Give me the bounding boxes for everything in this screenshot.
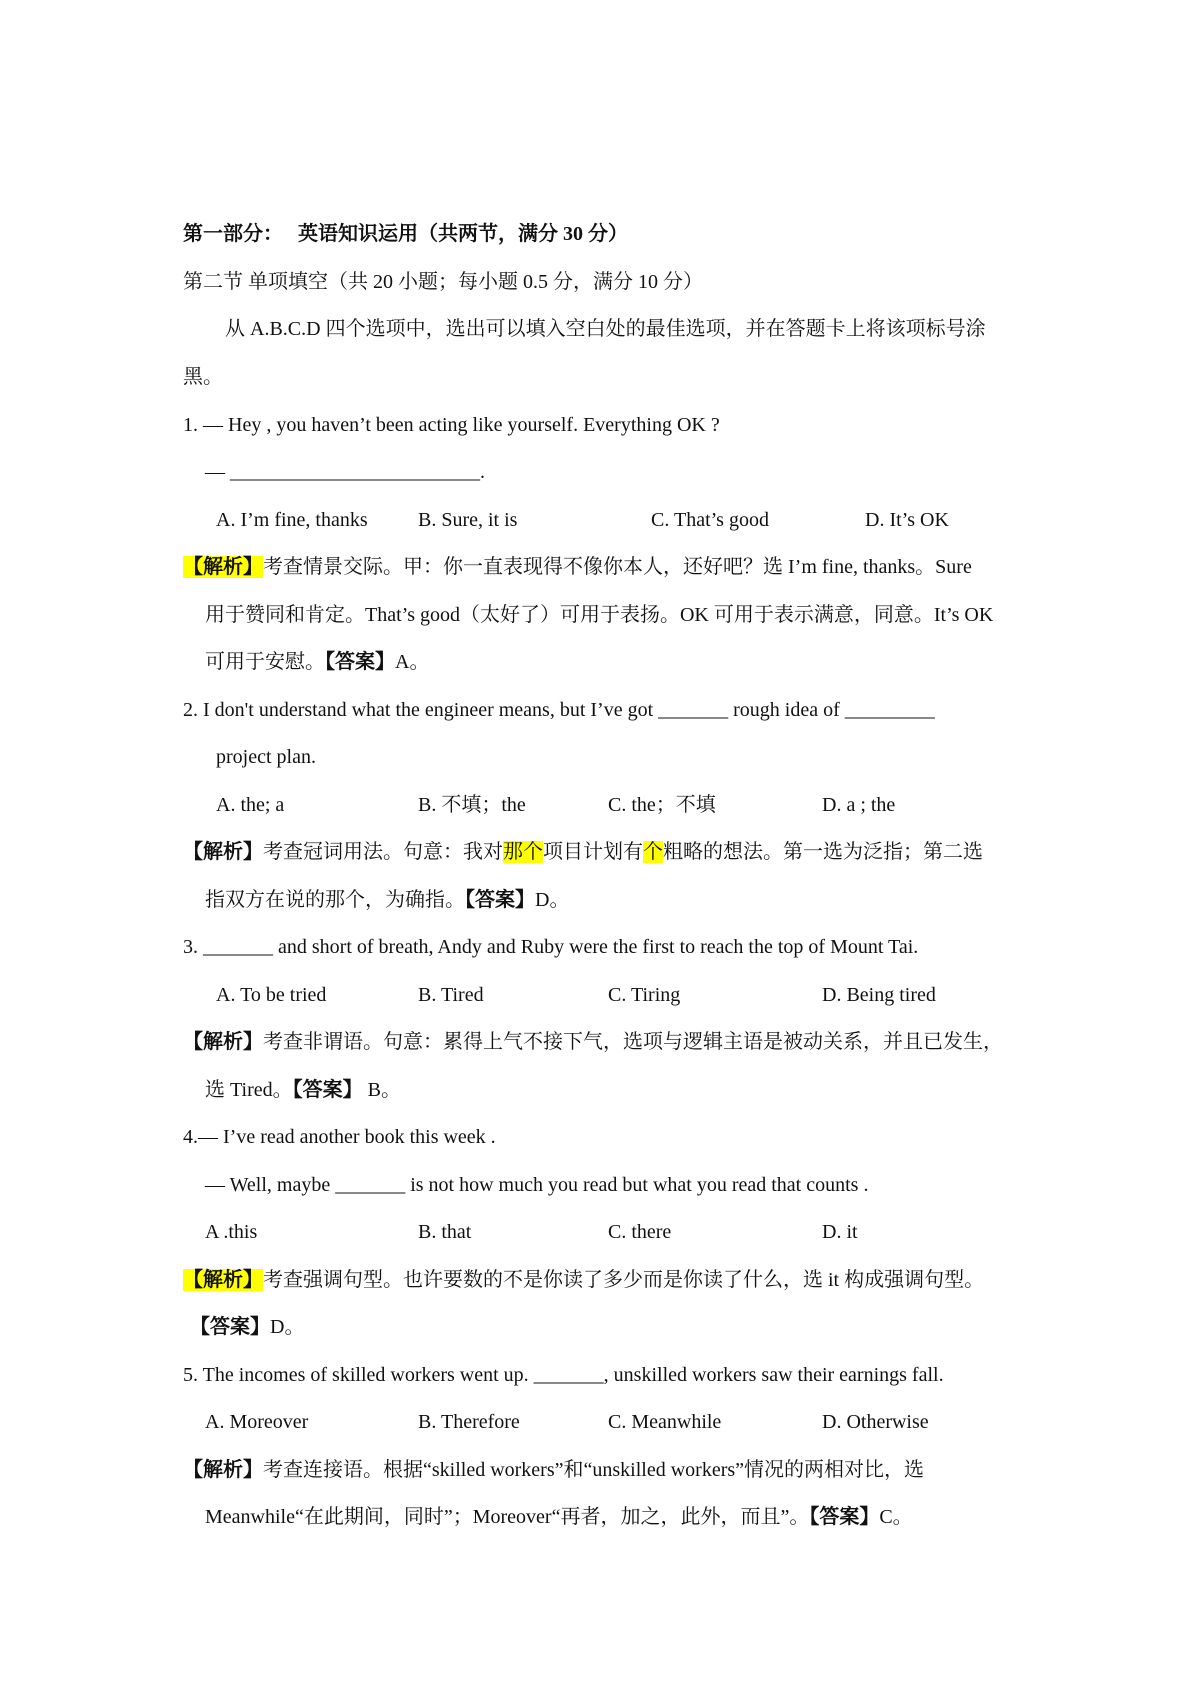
- analysis-tag: 【解析】: [183, 1269, 263, 1291]
- answer-tag: 【答案】: [809, 1506, 880, 1528]
- part-number: 第一部分：: [183, 223, 283, 245]
- q1-analysis-line-1: [183, 553, 972, 581]
- q3-answer: B。: [362, 1079, 401, 1101]
- part-title: 英语知识运用（共两节，满分 30 分）: [298, 223, 628, 245]
- q1-reply: — _________________________.: [205, 461, 485, 483]
- q3-analysis-text-2: 选 Tired。: [205, 1079, 293, 1101]
- q4-analysis-line-1: [183, 1266, 984, 1294]
- q1-stem: 1. — Hey , you haven’t been acting like yourself. Everything OK ?: [183, 414, 720, 436]
- q2-option-c: C. the；不填: [608, 794, 716, 816]
- q5-option-c: C. Meanwhile: [608, 1411, 722, 1433]
- analysis-tag: 【解析】: [183, 1459, 263, 1481]
- q4-analysis-text-1: 考查强调句型。也许要数的不是你读了多少而是你读了什么，选 it 构成强调句型。: [263, 1269, 985, 1291]
- q3-option-d: D. Being tired: [822, 984, 936, 1006]
- section-heading: 第二节 单项填空（共 20 小题；每小题 0.5 分，满分 10 分）: [183, 271, 703, 293]
- q3-analysis-text-1: 考查非谓语。句意：累得上气不接下气，选项与逻辑主语是被动关系，并且已发生，: [263, 1031, 1003, 1053]
- q5-answer: C。: [879, 1506, 913, 1528]
- q5-analysis-text-1: 考查连接语。根据“skilled workers”和“unskilled workers”情况的两相对比，选: [263, 1459, 925, 1481]
- answer-tag: 【答案】: [190, 1316, 270, 1338]
- q2-analysis-text-1c: 粗略的想法。第一选为泛指；第二选: [663, 841, 983, 863]
- q1-analysis-text-1: 考查情景交际。甲：你一直表现得不像你本人，还好吧？选 I’m fine, thanks。Sure: [263, 556, 972, 578]
- q5-stem: 5. The incomes of skilled workers went up. _______, unskilled workers saw their earnings fall.: [183, 1364, 944, 1386]
- q2-analysis-text-2: 指双方在说的那个，为确指。: [205, 889, 465, 911]
- q1-option-a: A. I’m fine, thanks: [216, 509, 368, 531]
- q2-analysis-text-1b: 项目计划有: [543, 841, 643, 863]
- q2-analysis-line-2: [205, 886, 569, 914]
- q2-option-d: D. a ; the: [822, 794, 896, 816]
- q1-analysis-line-3: [205, 648, 429, 676]
- q5-analysis-line-1: [183, 1456, 924, 1484]
- part-heading: [183, 220, 628, 248]
- q4-option-a: A .this: [205, 1221, 258, 1243]
- q5-analysis-text-2: Meanwhile“在此期间，同时”；Moreover“再者，加之，此外，而且”。: [205, 1506, 810, 1528]
- q2-option-a: A. the; a: [216, 794, 285, 816]
- analysis-tag: 【解析】: [183, 841, 263, 863]
- q2-option-b: B. 不填；the: [418, 794, 526, 816]
- q3-option-c: C. Tiring: [608, 984, 681, 1006]
- q1-option-b: B. Sure, it is: [418, 509, 518, 531]
- q5-option-b: B. Therefore: [418, 1411, 520, 1433]
- analysis-tag: 【解析】: [183, 1031, 263, 1053]
- q2-analysis-text-1a: 考查冠词用法。句意：我对: [263, 841, 503, 863]
- q3-analysis-line-1: [183, 1028, 1003, 1056]
- q4-answer: D。: [270, 1316, 305, 1338]
- q2-analysis-line-1: [183, 838, 983, 866]
- q2-highlight-2: 个: [643, 841, 663, 863]
- q2-highlight-1: 那个: [503, 841, 543, 863]
- q2-answer: D。: [535, 889, 570, 911]
- q3-analysis-line-2: [205, 1076, 401, 1104]
- q4-option-c: C. there: [608, 1221, 672, 1243]
- q4-reply: — Well, maybe _______ is not how much you read but what you read that counts .: [205, 1174, 869, 1196]
- q4-stem: 4.— I’ve read another book this week .: [183, 1126, 496, 1148]
- q5-option-a: A. Moreover: [205, 1411, 309, 1433]
- answer-tag: 【答案】: [325, 651, 395, 673]
- q5-option-d: D. Otherwise: [822, 1411, 929, 1433]
- q1-answer: A。: [395, 651, 430, 673]
- q5-analysis-line-2: [205, 1503, 913, 1531]
- answer-tag: 【答案】: [292, 1079, 363, 1101]
- q1-analysis-text-3: 可用于安慰。: [205, 651, 325, 673]
- q4-analysis-line-2: [190, 1313, 304, 1341]
- q2-stem-2: project plan.: [216, 746, 316, 768]
- answer-tag: 【答案】: [465, 889, 535, 911]
- q4-option-b: B. that: [418, 1221, 472, 1243]
- q1-analysis-line-2: 用于赞同和肯定。That’s good（太好了）可用于表扬。OK 可用于表示满意，同意。It’s OK: [205, 604, 994, 626]
- q4-option-d: D. it: [822, 1221, 858, 1243]
- q3-stem: 3. _______ and short of breath, Andy and Ruby were the first to reach the top of Mount Tai.: [183, 936, 919, 958]
- instruction-line-2: 黑。: [183, 366, 223, 388]
- q1-option-c: C. That’s good: [651, 509, 769, 531]
- q1-option-d: D. It’s OK: [865, 509, 949, 531]
- q3-option-b: B. Tired: [418, 984, 484, 1006]
- instruction-line-1: 从 A.B.C.D 四个选项中，选出可以填入空白处的最佳选项，并在答题卡上将该项标号涂: [225, 318, 986, 340]
- q3-option-a: A. To be tried: [216, 984, 327, 1006]
- q2-stem: 2. I don't understand what the engineer means, but I’ve got _______ rough idea of _________: [183, 699, 935, 721]
- analysis-tag: 【解析】: [183, 556, 263, 578]
